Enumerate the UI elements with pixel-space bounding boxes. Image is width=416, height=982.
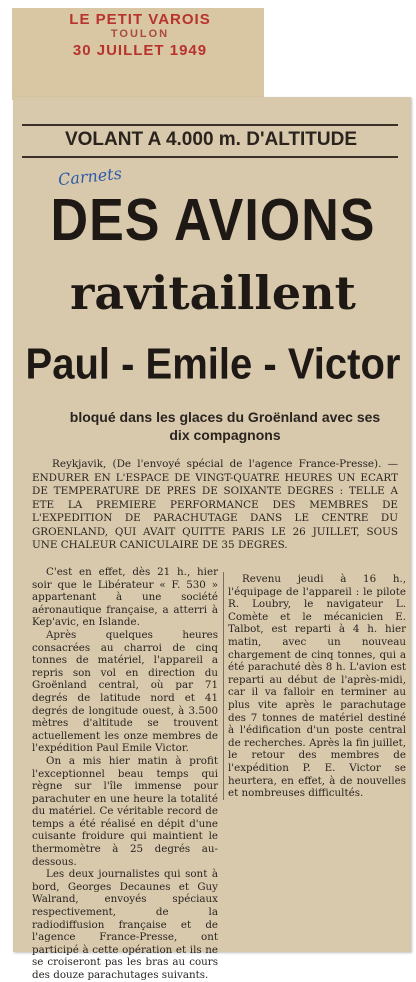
headline-line-1: DES AVIONS [50,187,376,254]
handwritten-note: Carnets [57,163,123,190]
column-separator [223,572,224,800]
left-column [32,566,218,982]
kicker-rule [22,156,398,158]
headline-line-2: ravitaillent [70,266,356,320]
stamp-city: TOULON [110,28,170,40]
article-deck: bloqué dans les glaces du Groënland avec ses dix compagnons [69,409,381,443]
right-column [228,573,406,800]
right-paragraph: Revenu jeudi à 16 h., l'équipage de l'appareil : le pilote R. Loubry, le navigateur L. Comète et le mécanicien E. Talbot, est reparti à 4 h. hier matin, avec un nouveau chargement de cinq tonnes, qui a été parachuté dès 8 h. L'avion est reparti au début de l'après-midi, car il va falloir en terminer au plus vite après le parachutage des 7 tonnes de matériel destiné à l'édification d'un poste central de recherches. Après la fin juillet, le retour des membres de l'expédition P. E. Victor se heurtera, en effet, à de nouvelles et nombreuses difficultés. [228,573,406,800]
top-rule [22,124,398,126]
left-paragraph: On a mis hier matin à profit l'exceptionnel beau temps qui règne sur l'île immense pour parachuter en une heure la totalité du matériel. Ce véritable record de temps a été réalisé en dépit d'une cuisante froidure qui maintient le thermomètre à 25 degrés au-dessous. [32,754,218,868]
left-paragraph: Après quelques heures consacrées au charroi de cinq tonnes de matériel, l'appareil a repris son vol en direction du Groënland central, où par 71 degrés de latitude nord et 41 degrés de longitude ouest, à 3.500 mètres d'altitude se trouvent actuellement les onze membres de l'expédition Paul Emile Victor. [32,628,218,755]
newspaper-stamp [40,8,240,59]
headline-line-3: Paul - Emile - Victor [25,340,401,389]
stamp-paper-name: LE PETIT VAROIS [69,11,211,28]
left-paragraph: C'est en effet, dès 21 h., hier soir que le Libérateur « F. 530 » appartenant à une société aéronautique française, a atterri à Kep'avic, en Islande. [32,566,218,629]
stamp-date: 30 JUILLET 1949 [72,42,208,59]
left-paragraph: Les deux journalistes qui sont à bord, Georges Decaunes et Guy Walrand, envoyés spéciaux respectivement, de la radiodiffusion française et de l'agence France-Presse, ont participé à cette opération et ils ne se croiseront pas les bras au cours des douze parachutages suivants. [32,868,218,981]
article-lead: Reykjavik, (De l'envoyé spécial de l'agence France-Presse). — ENDURER EN L'ESPACE DE VINGT-QUATRE HEURES UN ECART DE TEMPERATURE DE PRES DE SOIXANTE DEGRES : TELLE A ETE LA PREMIERE PERFORMANCE DES MEMBRES DE L'EXPEDITION DE PARACHUTAGE DANS LE CENTRE DU GROENLAND, QUI AVAIT QUITTE PARIS LE 26 JUILLET, SOUS UNE CHALEUR CANICULAIRE DE 35 DEGRES. [32,458,398,551]
article-kicker: VOLANT A 4.000 m. D'ALTITUDE [64,129,357,150]
